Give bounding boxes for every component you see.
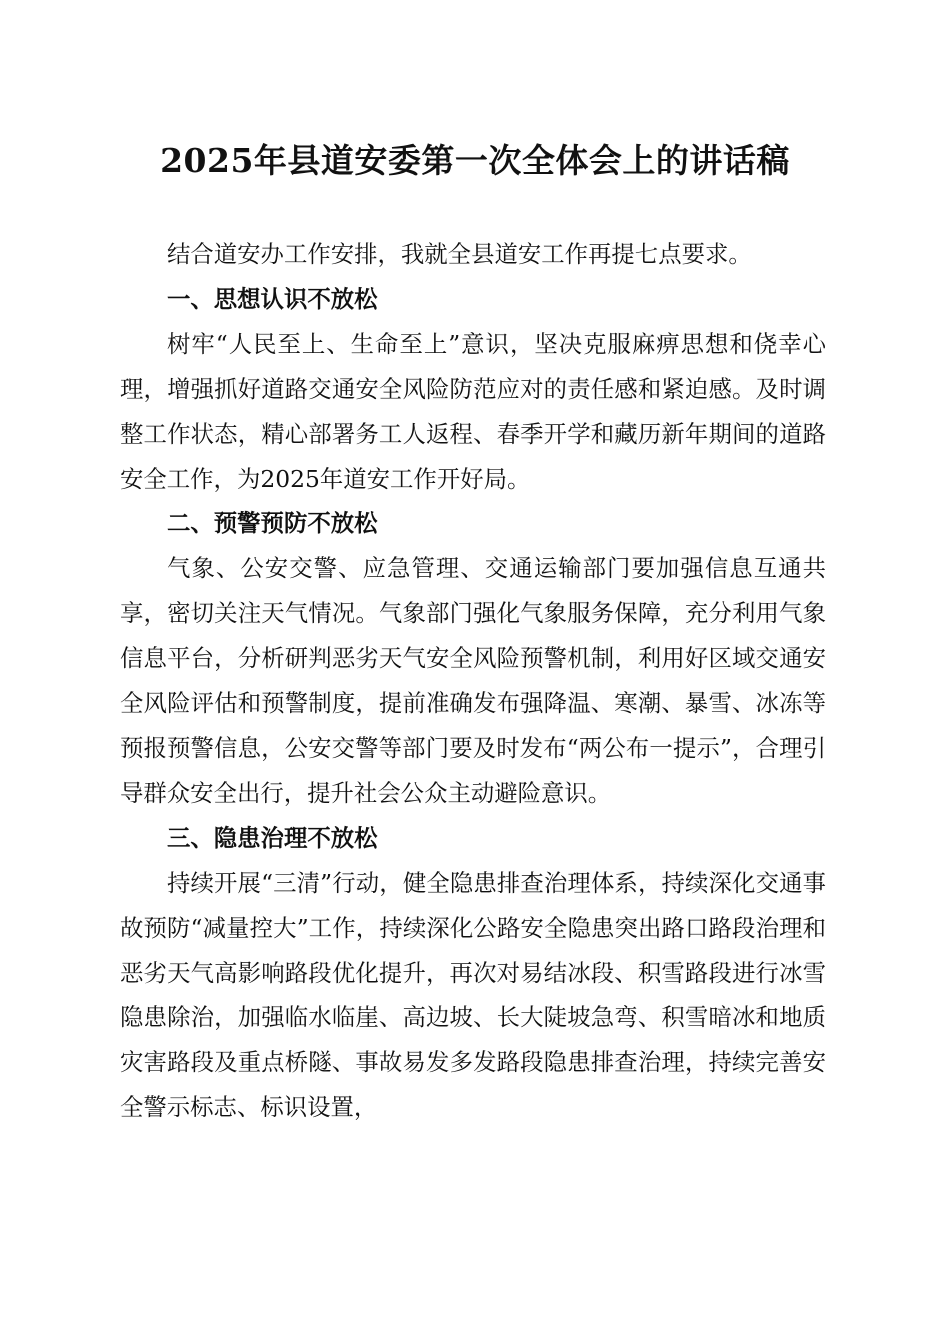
section-paragraph-3: 持续开展“三清”行动，健全隐患排查治理体系，持续深化交通事故预防“减量控大”工作，持续深化公路安全隐患突出路口路段治理和恶劣天气高影响路段优化提升，再次对易结冰段、积雪路段进行冰雪隐患除治，加强临水临崖、高边坡、长大陡坡急弯、积雪暗冰和地质灾害路段及重点桥隧、事故易发多发路段隐患排查治理，持续完善安全警示标志、标识设置，: [120, 868, 826, 1122]
intro-paragraph: 结合道安办工作安排，我就全县道安工作再提七点要求。: [167, 240, 752, 268]
document-title: 2025年县道安委第一次全体会上的讲话稿: [160, 141, 790, 180]
section-heading-2: 二、预警预防不放松: [167, 509, 378, 538]
document-body: [120, 232, 826, 1130]
section-paragraph-1: 树牢“人民至上、生命至上”意识，坚决克服麻痹思想和侥幸心理，增强抓好道路交通安全风险防范应对的责任感和紧迫感。及时调整工作状态，精心部署务工人返程、春季开学和藏历新年期间的道路安全工作，为2025年道安工作开好局。: [120, 329, 826, 493]
section-heading-1: 一、思想认识不放松: [167, 284, 378, 313]
section-paragraph-2: 气象、公安交警、应急管理、交通运输部门要加强信息互通共享，密切关注天气情况。气象部门强化气象服务保障，充分利用气象信息平台，分析研判恶劣天气安全风险预警机制，利用好区域交通安全风险评估和预警制度，提前准确发布强降温、寒潮、暴雪、冰冻等预报预警信息，公安交警等部门要及时发布“两公布一提示”，合理引导群众安全出行，提升社会公众主动避险意识。: [120, 554, 826, 807]
section-heading-3: 三、隐患治理不放松: [167, 823, 378, 852]
